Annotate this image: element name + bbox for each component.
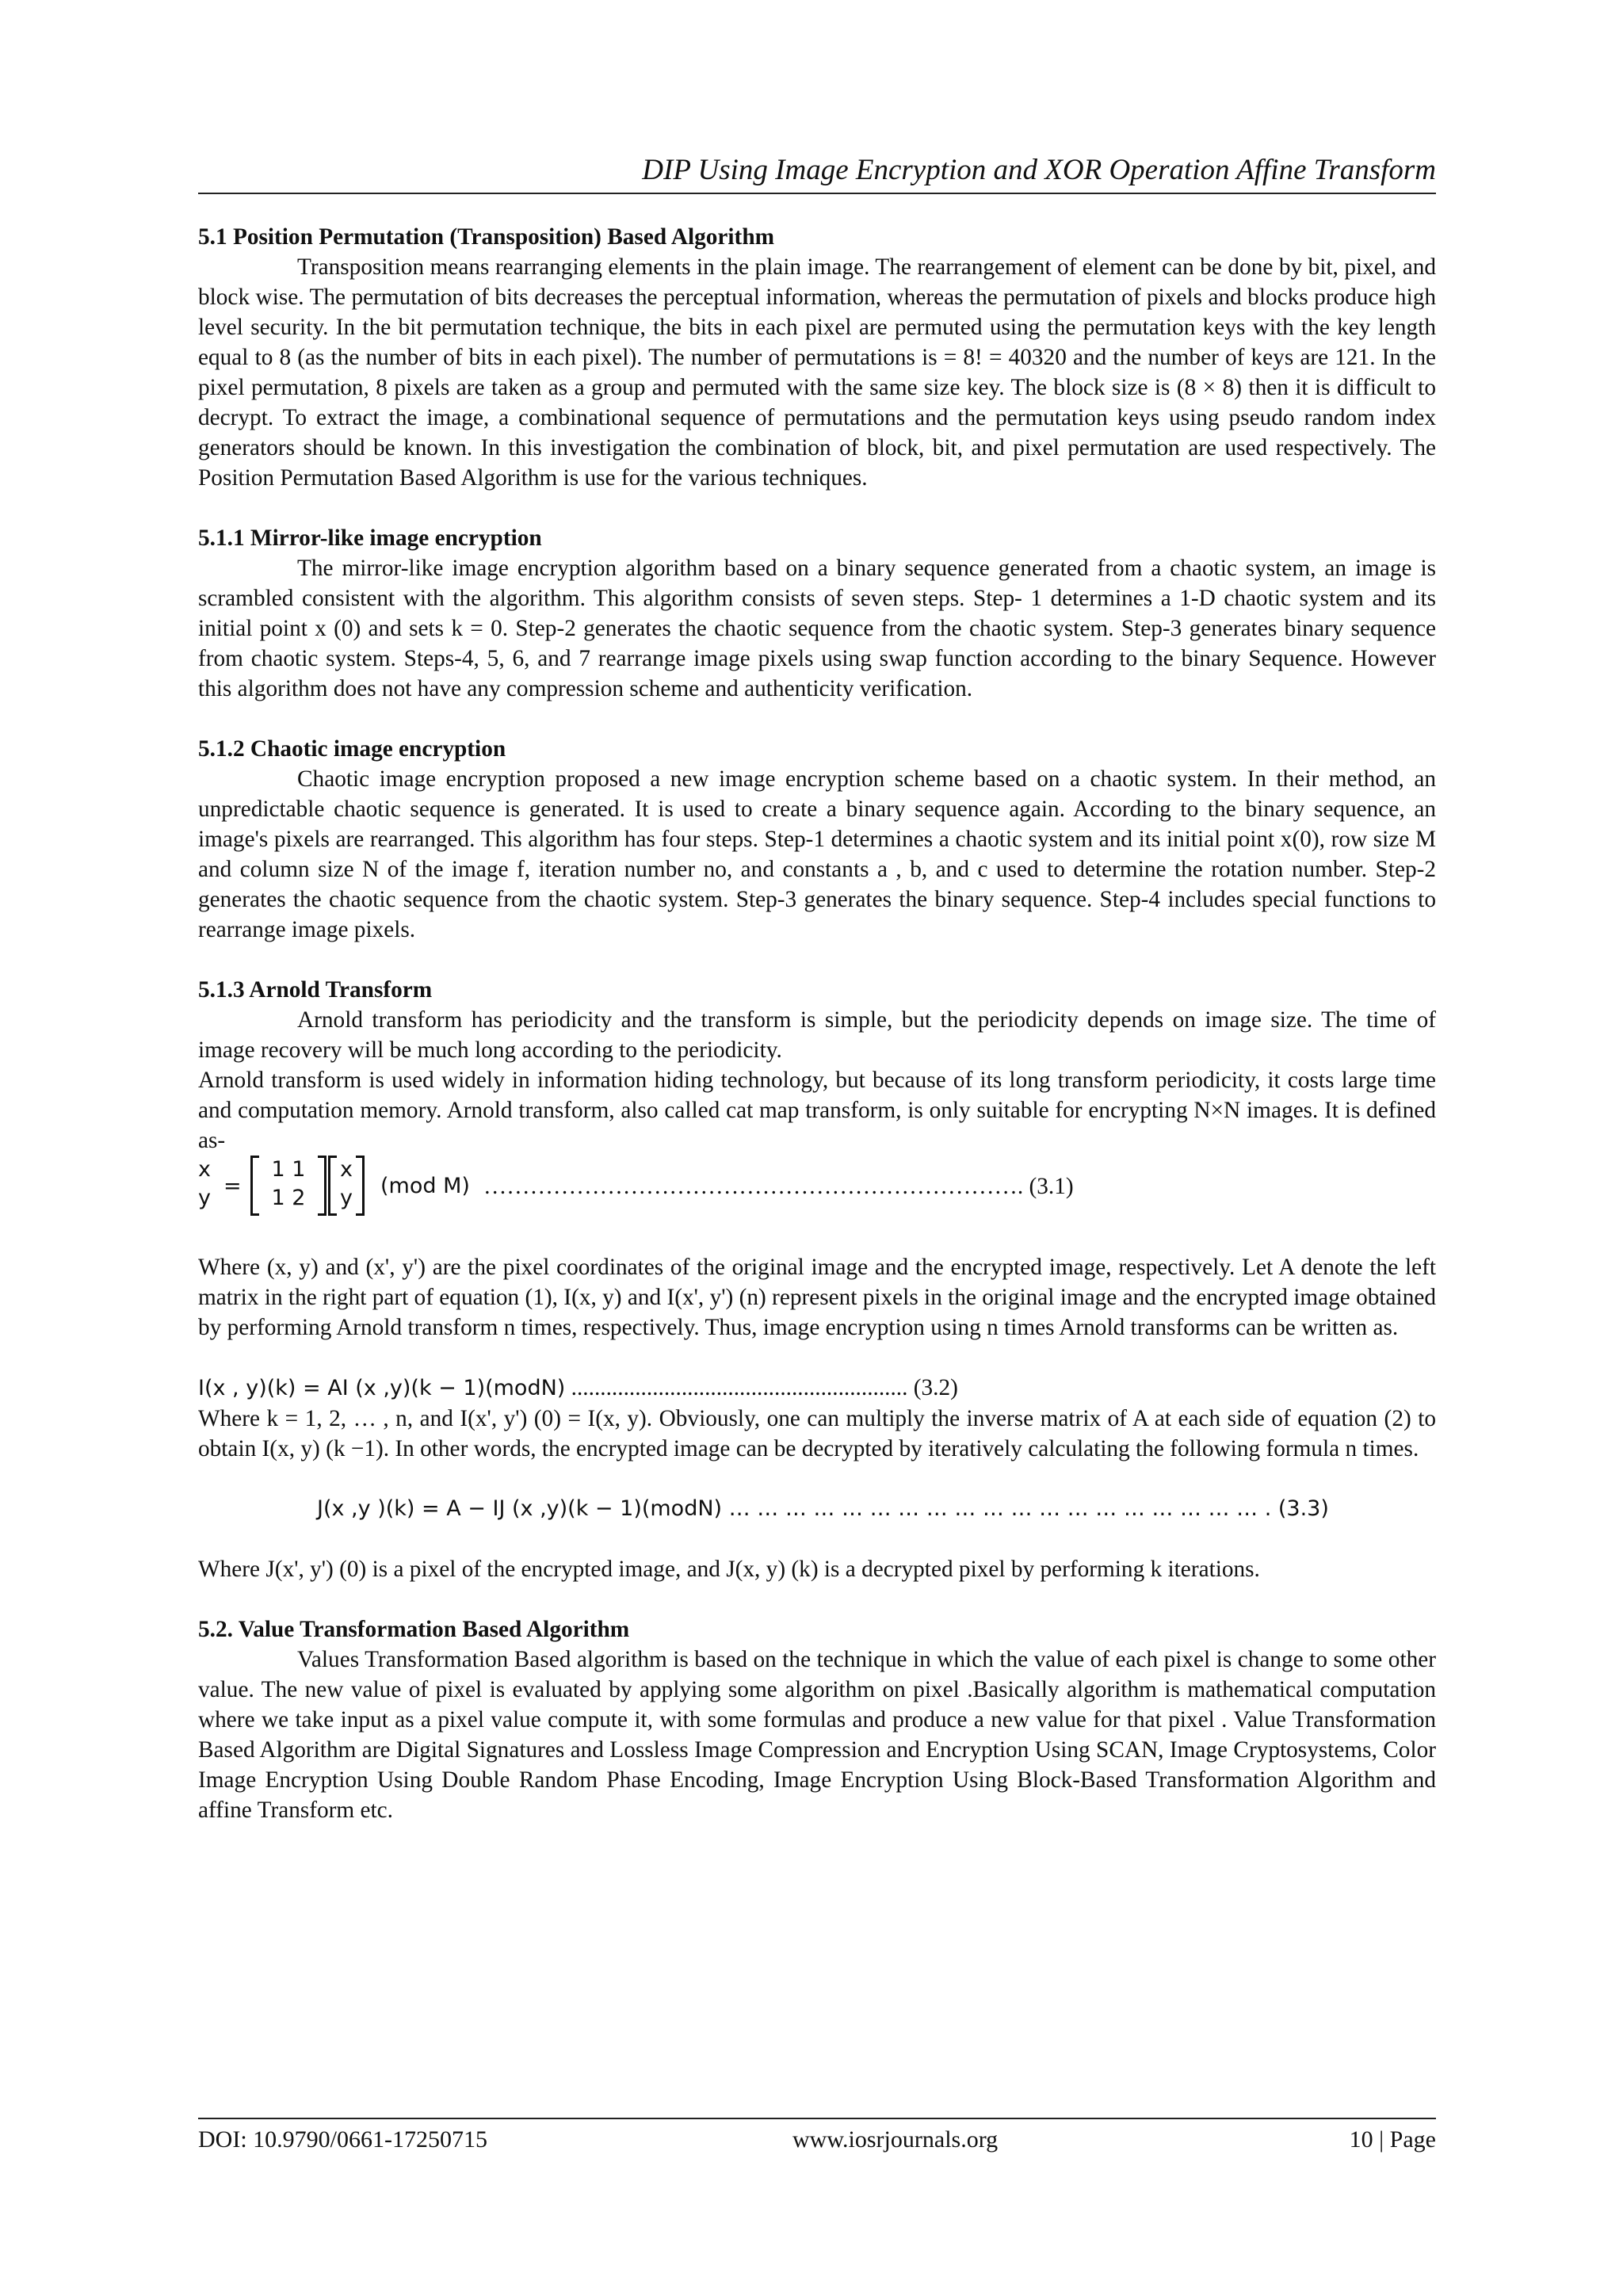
footer-page-number: 10 | Page [1349,2126,1436,2153]
eq31-equals: = [223,1174,242,1198]
spacer [198,1464,1436,1494]
paragraph-5-1-3-d: Where k = 1, 2, … , n, and I(x', y') (0) = I(x, y). Obviously, one can multiply the inverse matrix of A at each side of equation (2) to obtain I(x, y) (k −1). In other words, the encrypted image can be decrypted by iteratively calculating the following formula n times. [198,1406,1436,1461]
paragraph-5-1-3-e: Where J(x', y') (0) is a pixel of the encrypted image, and J(x, y) (k) is a decrypted pixel by performing k iterations. [198,1557,1260,1582]
paragraph-5-1-3-a: Arnold transform has periodicity and the transform is simple, but the periodicity depends on image size. The time of image recovery will be much long according to the periodicity. [198,1007,1436,1063]
eq31-matrix-row2: 1 2 [271,1186,306,1210]
spacer [198,704,1436,734]
spacer [198,1584,1436,1614]
footer-doi: DOI: 10.9790/0661-17250715 [198,2126,487,2153]
page-content [198,222,1436,1825]
paragraph-5-1: Transposition means rearranging elements in the plain image. The rearrangement of element can be done by bit, pixel, and block wise. The permutation of bits decreases the perceptual information, whereas the permutation of pixels and blocks produce high level security. In the bit permutation technique, the bits in each pixel are permuted using the permutation keys with the key length equal to 8 (as the number of bits in each pixel). The number of permutations is = 8! = 40320 and the number of keys are 121. In the pixel permutation, 8 pixels are taken as a group and permuted with the same size key. The block size is (8 × 8) then it is difficult to decrypt. To extract the image, a combinational sequence of permutations and the permutation keys using pseudo random index generators should be known. In this investigation the combination of block, bit, and pixel permutation are used respectively. The Position Permutation Based Algorithm is use for the various techniques. [198,254,1436,491]
eq31-label: ……………………………………………………………. (3.1) [483,1174,1074,1199]
eq31-lhs-top: x [198,1157,211,1182]
eq31-vector-top: x [340,1157,353,1182]
section-heading-5-1-1: 5.1.1 Mirror-like image encryption [198,525,542,551]
header-rule [198,193,1436,194]
eq31-lhs-bottom: y [198,1186,211,1210]
section-heading-5-2: 5.2. Value Transformation Based Algorithm [198,1617,630,1642]
spacer [198,1222,1436,1252]
footer-rule [198,2118,1436,2119]
running-header: DIP Using Image Encryption and XOR Operation Affine Transform [642,154,1436,186]
equation-3-2 [198,1373,1436,1404]
eq31-vector-bottom: y [340,1186,353,1210]
spacer [198,493,1436,523]
spacer [198,1524,1436,1554]
eq31-mod: (mod M) [380,1174,470,1198]
section-heading-5-1: 5.1 Position Permutation (Transposition) Based Algorithm [198,224,775,250]
section-heading-5-1-2: 5.1.2 Chaotic image encryption [198,736,506,762]
section-heading-5-1-3: 5.1.3 Arnold Transform [198,977,433,1003]
paragraph-5-1-1: The mirror-like image encryption algorithm based on a binary sequence generated from a chaotic system, an image is scrambled consistent with the algorithm. This algorithm consists of seven steps. Step- 1 determines a 1-D chaotic system and its initial point x (0) and sets k = 0. Step-2 generates the chaotic sequence from the chaotic system. Step-3 generates binary sequence from chaotic system. Steps-4, 5, 6, and 7 rearrange image pixels using swap function according to the binary Sequence. However this algorithm does not have any compression scheme and authenticity verification. [198,556,1436,701]
eq31-matrix [250,1156,327,1216]
paper-page [198,0,1436,2296]
equation-3-3: J(x ,y )(k) = A − IJ (x ,y)(k − 1)(modN) … … … … … … … … … … … … … … … … … … … . (3.3) [317,1496,1329,1521]
spacer [198,945,1436,975]
eq31-matrix-row1: 1 1 [271,1157,306,1182]
paragraph-5-1-2: Chaotic image encryption proposed a new image encryption scheme based on a chaotic system. In their method, an unpredictable chaotic sequence is generated. It is used to create a binary sequence again. According to the binary sequence, an image's pixels are rearranged. This algorithm has four steps. Step-1 determines a chaotic system and its initial point x(0), row size M and column size N of the image f, iteration number no, and constants a , b, and c used to determine the rotation number. Step-2 generates the chaotic sequence from the chaotic system. Step-3 generates the binary sequence. Step-4 includes special functions to rearrange image pixels. [198,766,1436,942]
eq32-label: .......................................................... (3.2) [565,1375,958,1400]
eq32-math: I(x , y)(k) = AI (x ,y)(k − 1)(modN) [198,1376,566,1400]
paragraph-5-1-3-b: Arnold transform is used widely in information hiding technology, but because of its long transform periodicity, it costs large time and computation memory. Arnold transform, also called cat map transform, is only suitable for encrypting N×N images. It is defined as- [198,1068,1436,1153]
paragraph-5-1-3-c: Where (x, y) and (x', y') are the pixel coordinates of the original image and the encrypted image, respectively. Let A denote the left matrix in the right part of equation (1), I(x, y) and I(x', y') (n) represent pixels in the original image and the encrypted image obtained by performing Arnold transform n times, respectively. Thus, image encryption using n times Arnold transforms can be written as. [198,1255,1436,1340]
footer-website: www.iosrjournals.org [792,2126,999,2153]
equation-3-1 [198,1156,1436,1222]
spacer [198,1343,1436,1373]
paragraph-5-2: Values Transformation Based algorithm is based on the technique in which the value of each pixel is change to some other value. The new value of pixel is evaluated by applying some algorithm on pixel .Basically algorithm is mathematical computation where we take input as a pixel value compute it, with some formulas and produce a new value for that pixel . Value Transformation Based Algorithm are Digital Signatures and Lossless Image Compression and Encryption Using SCAN, Image Cryptosystems, Color Image Encryption Using Double Random Phase Encoding, Image Encryption Using Block-Based Transformation Algorithm and affine Transform etc. [198,1647,1436,1823]
eq31-vector [328,1156,365,1216]
